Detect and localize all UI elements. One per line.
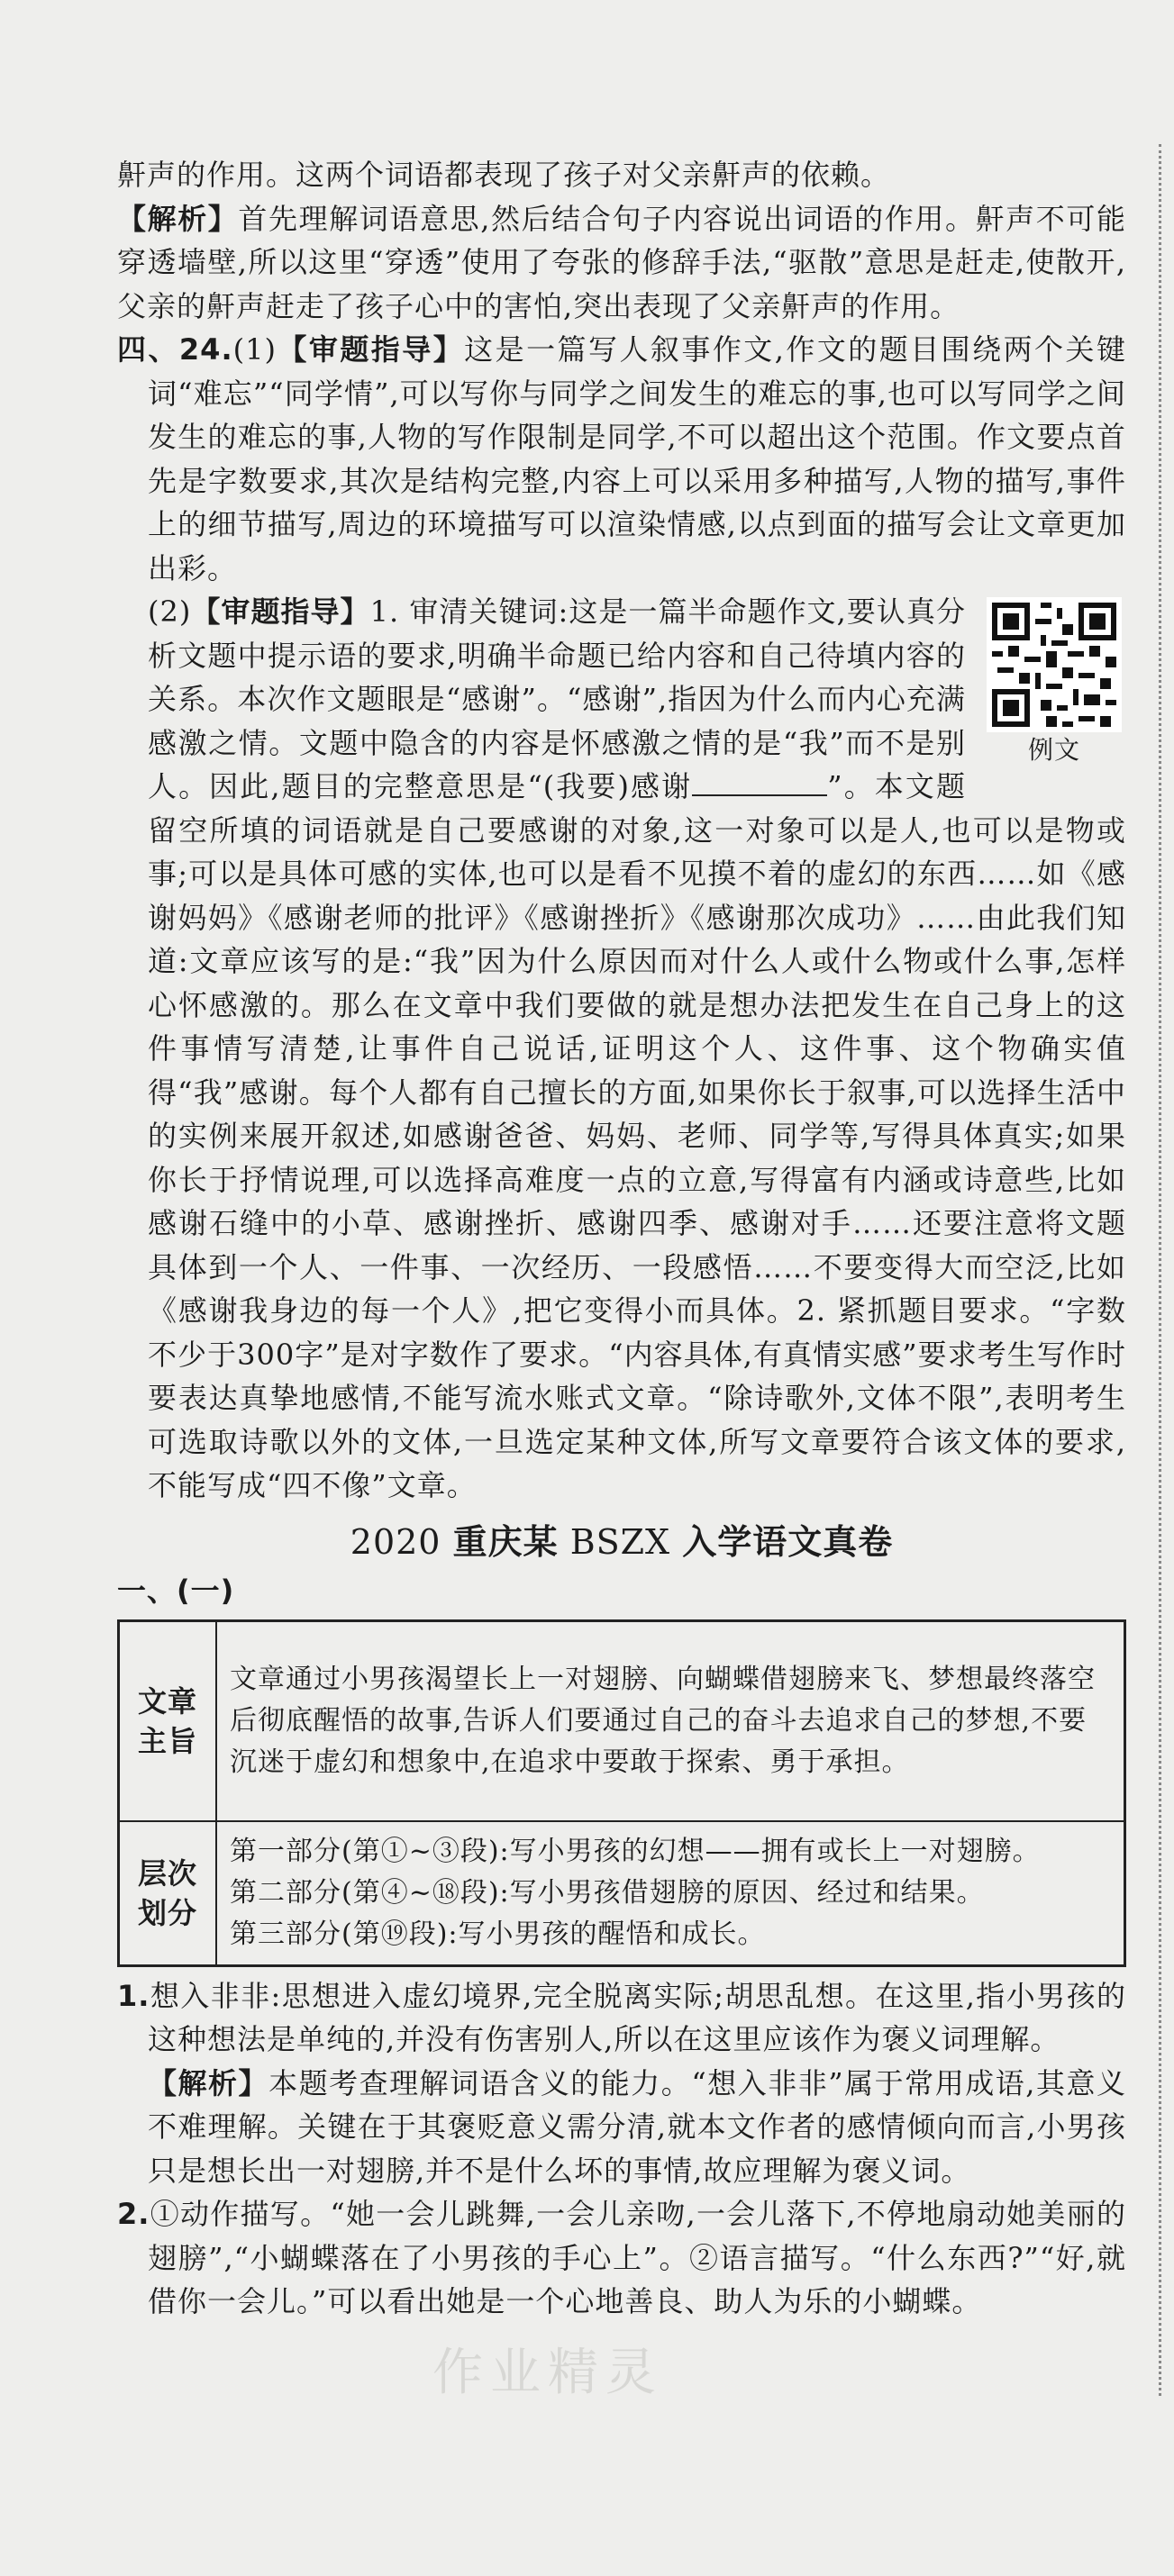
q2 xyxy=(117,2192,1126,2324)
q24-part1-index: (1) xyxy=(232,332,277,367)
qr-code-icon[interactable] xyxy=(987,597,1122,732)
q23-analysis-text: 首先理解词语意思,然后结合句子内容说出词语的作用。鼾声不可能穿透墙壁,所以这里“穿透”使用了夸张的修辞手法,“驱散”意思是赶走,使散开,父亲的鼾声赶走了孩子心中的害怕,突出表现了父亲鼾声的作用。 xyxy=(117,201,1126,323)
section-title-code: BSZX xyxy=(569,1521,671,1562)
structure-part-1: 第一部分(第①~③段):写小男孩的幻想——拥有或长上一对翅膀。 xyxy=(230,1835,1041,1867)
section-title xyxy=(117,1513,1126,1571)
table-row xyxy=(119,1620,1125,1821)
section-title-exam: 入学语文真卷 xyxy=(682,1521,894,1562)
q2-number: 2. xyxy=(117,2197,150,2231)
answer-page xyxy=(117,153,1126,2324)
structure-cell xyxy=(216,1821,1125,1966)
q2-answer-text: ①动作描写。“她一会儿跳舞,一会儿亲吻,一会儿落下,不停地扇动她美丽的翅膀”,“小蝴蝶落在了小男孩的手心上”。②语言描写。“什么东西?”“好,就借你一会儿。”可以看出她是一个心地善良、助人为乐的小蝴蝶。 xyxy=(148,2197,1126,2318)
summary-table xyxy=(117,1619,1126,1967)
section-year: 2020 xyxy=(350,1521,441,1562)
table-row xyxy=(119,1821,1125,1966)
q24-part2-text-a: 1. 审清关键词:这是一篇半命题作文,要认真分析文题中提示语的要求,明确半命题已给内容和自己待填内容的关系。本次作文题眼是“感谢”。“感谢”,指因为什么而内心充满感激之情。文题中隐含的内容是怀感激之情的是“我”而不是别人。因此,题目的完整意思是“(我要)感谢 xyxy=(148,594,966,803)
analysis-tag: 【解析】 xyxy=(117,201,239,236)
q23-answer-text: 鼾声的作用。这两个词语都表现了孩子对父亲鼾声的依赖。 xyxy=(117,158,891,192)
qr-code-block[interactable] xyxy=(982,597,1126,768)
q24-part2 xyxy=(117,590,1126,1508)
guide-tag-2: 【审题指导】 xyxy=(191,594,370,629)
qr-caption: 例文 xyxy=(1027,735,1080,765)
q1 xyxy=(117,1974,1126,2193)
theme-text: 文章通过小男孩渴望长上一对翅膀、向蝴蝶借翅膀来飞、梦想最终落空后彻底醒悟的故事,告诉人们要通过自己的奋斗去追求自己的梦想,不要沉迷于虚幻和想象中,在追求中要敢于探索、勇于承担。 xyxy=(216,1620,1125,1821)
q1-answer-text: 想入非非:思想进入虚幻境界,完全脱离实际;胡思乱想。在这里,指小男孩的这种想法是单纯的,并没有伤害别人,所以在这里应该作为褒义词理解。 xyxy=(148,1978,1126,2056)
structure-part-2: 第二部分(第④~⑱段):写小男孩借翅膀的原因、经过和结果。 xyxy=(230,1876,985,1909)
q24-part1-text: 这是一篇写人叙事作文,作文的题目围绕两个关键词“难忘”“同学情”,可以写你与同学之间发生的难忘的事,也可以写同学之间发生的难忘的事,人物的写作限制是同学,不可以超出这个范围。作文要点首先是字数要求,其次是结构完整,内容上可以采用多种描写,人物的描写,事件上的细节描写,周边的环境描写可以渲染情感,以点到面的描写会让文章更加出彩。 xyxy=(148,332,1126,585)
watermark: 作业精灵 xyxy=(432,2344,663,2402)
analysis-tag-2: 【解析】 xyxy=(148,2065,269,2100)
section-title-school: 重庆某 xyxy=(452,1521,559,1562)
q24-part1 xyxy=(117,328,1126,590)
q1-analysis-text: 本题考查理解词语含义的能力。“想入非非”属于常用成语,其意义不难理解。关键在于其褒贬意义需分清,就本文作者的感情倾向而言,小男孩只是想长出一对翅膀,并不是什么坏的事情,故应理解为褒义词。 xyxy=(148,2065,1126,2188)
q1-number: 1. xyxy=(117,1978,150,2013)
structure-part-3: 第三部分(第⑲段):写小男孩的醒悟和成长。 xyxy=(230,1918,766,1950)
fill-blank-line xyxy=(692,767,827,796)
q24-number: 四、24. xyxy=(117,332,233,367)
q23-continued xyxy=(117,153,1126,328)
q24-part2-index: (2) xyxy=(148,594,192,629)
guide-tag: 【审题指导】 xyxy=(276,332,465,367)
part1-label: 一、(一) xyxy=(117,1573,235,1608)
table-header-theme: 文章主旨 xyxy=(119,1620,217,1821)
table-header-structure: 层次划分 xyxy=(119,1821,217,1966)
page-edge-dotted-line xyxy=(1159,144,1161,2396)
q24-part2-text-b: ”。本文题留空所填的词语就是自己要感谢的对象,这一对象可以是人,也可以是物或事;可以是具体可感的实体,也可以是看不见摸不着的虚幻的东西……如《感谢妈妈》《感谢老师的批评》《感谢挫折》《感谢那次成功》……由此我们知道:文章应该写的是:“我”因为什么原因而对什么人或什么物或什么事,怎样心怀感激的。那么在文章中我们要做的就是想办法把发生在自己身上的这件事情写清楚,让事件自己说话,证明这个人、这件事、这个物确实值得“我”感谢。每个人都有自己擅长的方面,如果你长于叙事,可以选择生活中的实例来展开叙述,如感谢爸爸、妈妈、老师、同学等,写得具体真实;如果你长于抒情说理,可以选择高难度一点的立意,写得富有内涵或诗意些,比如感谢石缝中的小草、感谢挫折、感谢四季、感谢对手……还要注意将文题具体到一个人、一件事、一次经历、一段感悟……不要变得大而空泛,比如《感谢我身边的每一个人》,把它变得小而具体。2. 紧抓题目要求。“字数不少于300字”是对字数作了要求。“内容具体,有真情实感”要求考生写作时要表达真挚地感情,不能写流水账式文章。“除诗歌外,文体不限”,表明考生可选取诗歌以外的文体,一旦选定某种文体,所写文章要符合该文体的要求,不能写成“四不像”文章。 xyxy=(148,769,1126,1502)
